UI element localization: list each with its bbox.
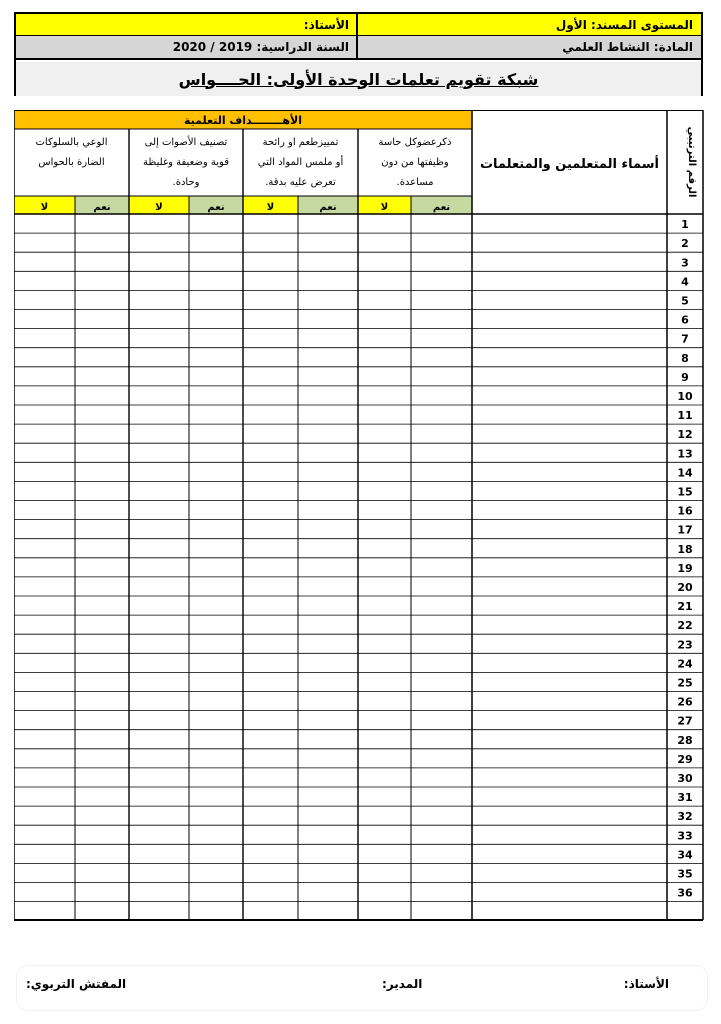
yes-label: نعم bbox=[207, 202, 225, 213]
row-number: 30 bbox=[677, 772, 693, 785]
row-number: 27 bbox=[677, 714, 693, 728]
no-label: لا bbox=[266, 202, 275, 213]
row-number: 34 bbox=[677, 848, 693, 862]
row-number: 24 bbox=[677, 657, 693, 671]
row-number: 25 bbox=[677, 676, 693, 690]
row-number: 11 bbox=[677, 409, 693, 423]
row-number: 15 bbox=[677, 485, 693, 499]
footer-inspector: المفتش التربوي: bbox=[26, 977, 127, 991]
yes-label: نعم bbox=[432, 202, 451, 213]
row-number: 6 bbox=[681, 313, 689, 327]
header-block bbox=[14, 12, 703, 96]
subject-cell bbox=[357, 36, 701, 60]
row-number: 16 bbox=[677, 504, 693, 518]
row-number: 7 bbox=[681, 332, 689, 346]
yes-label: نعم bbox=[93, 202, 111, 213]
footer-director: المدير: bbox=[382, 977, 423, 991]
row-number: 23 bbox=[677, 638, 693, 652]
objective-label: مساعدة. bbox=[396, 177, 434, 188]
rank-header: الرقم الترتيبي bbox=[686, 126, 697, 198]
row-number: 14 bbox=[677, 466, 693, 480]
objective-label: تمييزطعم او رائحة bbox=[262, 137, 339, 148]
objective-label: تصنيف الأصوات إلى bbox=[144, 137, 228, 148]
level-text: المستوى المسند: الأول bbox=[555, 17, 693, 32]
row-number: 20 bbox=[677, 581, 693, 594]
row-number: 1 bbox=[681, 218, 689, 232]
no-label: لا bbox=[380, 202, 389, 213]
row-number: 3 bbox=[681, 256, 689, 270]
row-number: 28 bbox=[677, 733, 693, 747]
objective-label: تعرض عليه بدقة. bbox=[265, 177, 336, 188]
row-number: 33 bbox=[677, 829, 693, 843]
row-number: 8 bbox=[681, 351, 689, 365]
yes-label: نعم bbox=[319, 202, 337, 213]
row-number: 22 bbox=[677, 619, 693, 633]
row-number: 35 bbox=[677, 867, 693, 881]
row-number: 9 bbox=[681, 370, 689, 384]
header-divider bbox=[356, 14, 358, 60]
objective-label: ذكرعضوكل حاسة bbox=[378, 137, 452, 148]
school-year-cell bbox=[16, 36, 357, 60]
row-number: 5 bbox=[681, 294, 689, 308]
row-number: 31 bbox=[677, 791, 693, 805]
teacher-cell bbox=[16, 14, 357, 36]
row-number: 29 bbox=[677, 752, 693, 766]
row-number: 10 bbox=[677, 390, 693, 403]
objective-label: الضارة بالحواس bbox=[38, 157, 105, 168]
row-number: 2 bbox=[681, 237, 689, 251]
row-number: 19 bbox=[677, 561, 693, 575]
school-year-text: السنة الدراسية: 2019 / 2020 bbox=[172, 40, 349, 54]
objective-label: أو ملمس المواد التي bbox=[257, 157, 344, 168]
objective-label: وظيفتها من دون bbox=[381, 157, 449, 168]
footer-teacher: الأستاذ: bbox=[623, 977, 669, 991]
page-title bbox=[16, 62, 701, 96]
row-number: 26 bbox=[677, 695, 693, 709]
objective-label: قوية وضعيفة وغليظة bbox=[143, 157, 229, 168]
page-title-text: شبكة تقويم تعلمات الوحدة الأولى: الحــــواس bbox=[178, 69, 539, 89]
row-number: 12 bbox=[677, 428, 693, 442]
objectives-header: الأهــــــــداف التعلمية bbox=[183, 114, 303, 127]
names-header: أسماء المتعلمين والمتعلمات bbox=[479, 157, 660, 172]
row-number: 36 bbox=[677, 886, 693, 900]
row-number: 4 bbox=[681, 275, 689, 289]
objective-label: الوعي بالسلوكات bbox=[35, 137, 108, 148]
no-label: لا bbox=[155, 202, 163, 213]
level-cell bbox=[357, 14, 701, 36]
teacher-text: الأستاذ: bbox=[303, 17, 349, 32]
row-number: 21 bbox=[677, 600, 693, 614]
row-number: 13 bbox=[677, 447, 693, 461]
objective-label: وحادة. bbox=[172, 177, 200, 188]
row-number: 17 bbox=[677, 523, 693, 537]
subject-text: المادة: النشاط العلمي bbox=[562, 40, 693, 54]
row-number: 18 bbox=[677, 542, 693, 556]
no-label: لا bbox=[40, 202, 49, 213]
row-number: 32 bbox=[677, 810, 693, 824]
evaluation-grid bbox=[14, 110, 704, 922]
